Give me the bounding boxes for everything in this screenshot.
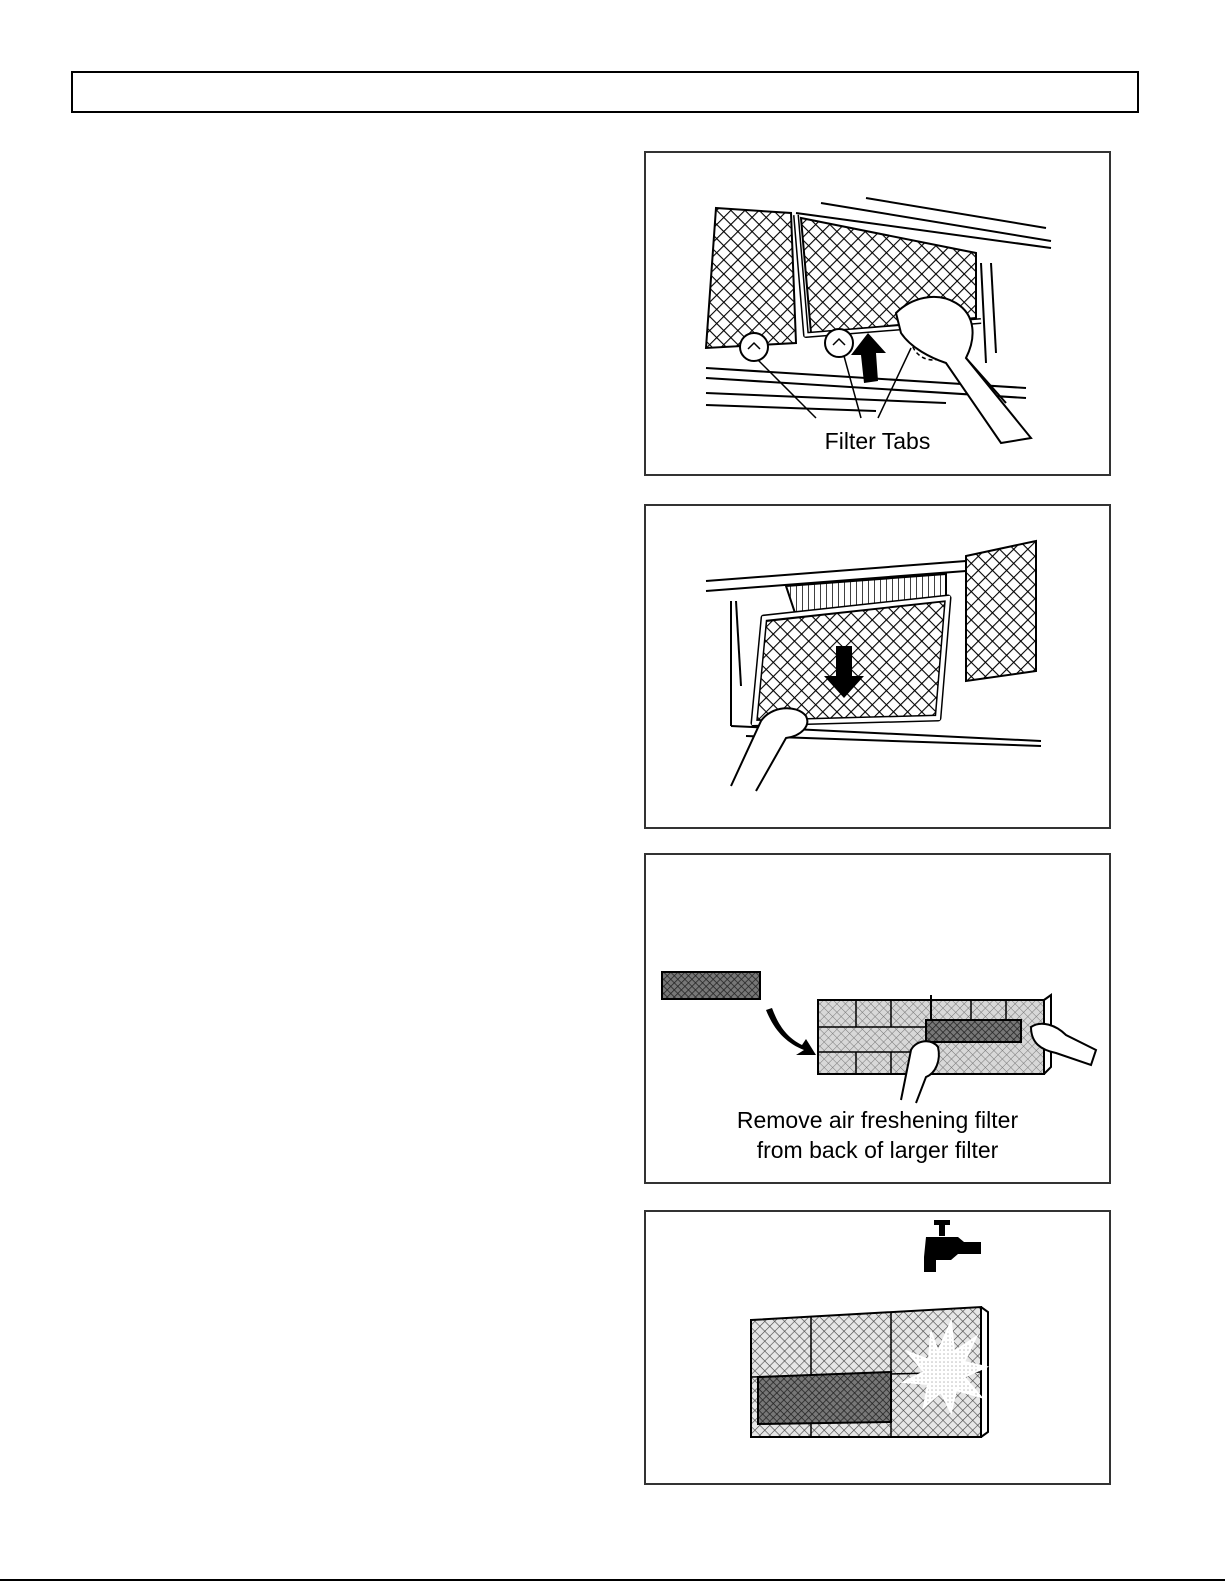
illustration-wash-filter-art [646,1212,1109,1483]
illustration-pull-filter-down [644,504,1111,829]
illustration-remove-filter [644,151,1111,476]
curved-arrow-icon [766,1008,816,1055]
filter-mesh-icon [706,208,796,348]
faucet-icon [924,1220,981,1272]
panel-caption [646,426,1109,456]
freshening-filter-icon [662,972,760,999]
illustration-wash-filter [644,1210,1111,1485]
hand-icon [896,297,1031,443]
hand-icon [731,708,807,791]
up-arrow-icon [851,333,886,383]
caption-line: Filter Tabs [824,428,931,454]
header-box [71,71,1139,113]
tab-circle-icon [740,333,768,361]
filter-mesh-icon [966,541,1036,681]
caption-line: Remove air freshening filter [736,1107,1019,1133]
caption-line: from back of larger filter [756,1137,999,1163]
panel-caption [646,1105,1109,1165]
illustration-pull-filter-down-art [646,506,1109,827]
tab-circle-icon [825,329,853,357]
illustration-remove-freshening-filter [644,853,1111,1184]
bottom-rule [0,1579,1225,1581]
